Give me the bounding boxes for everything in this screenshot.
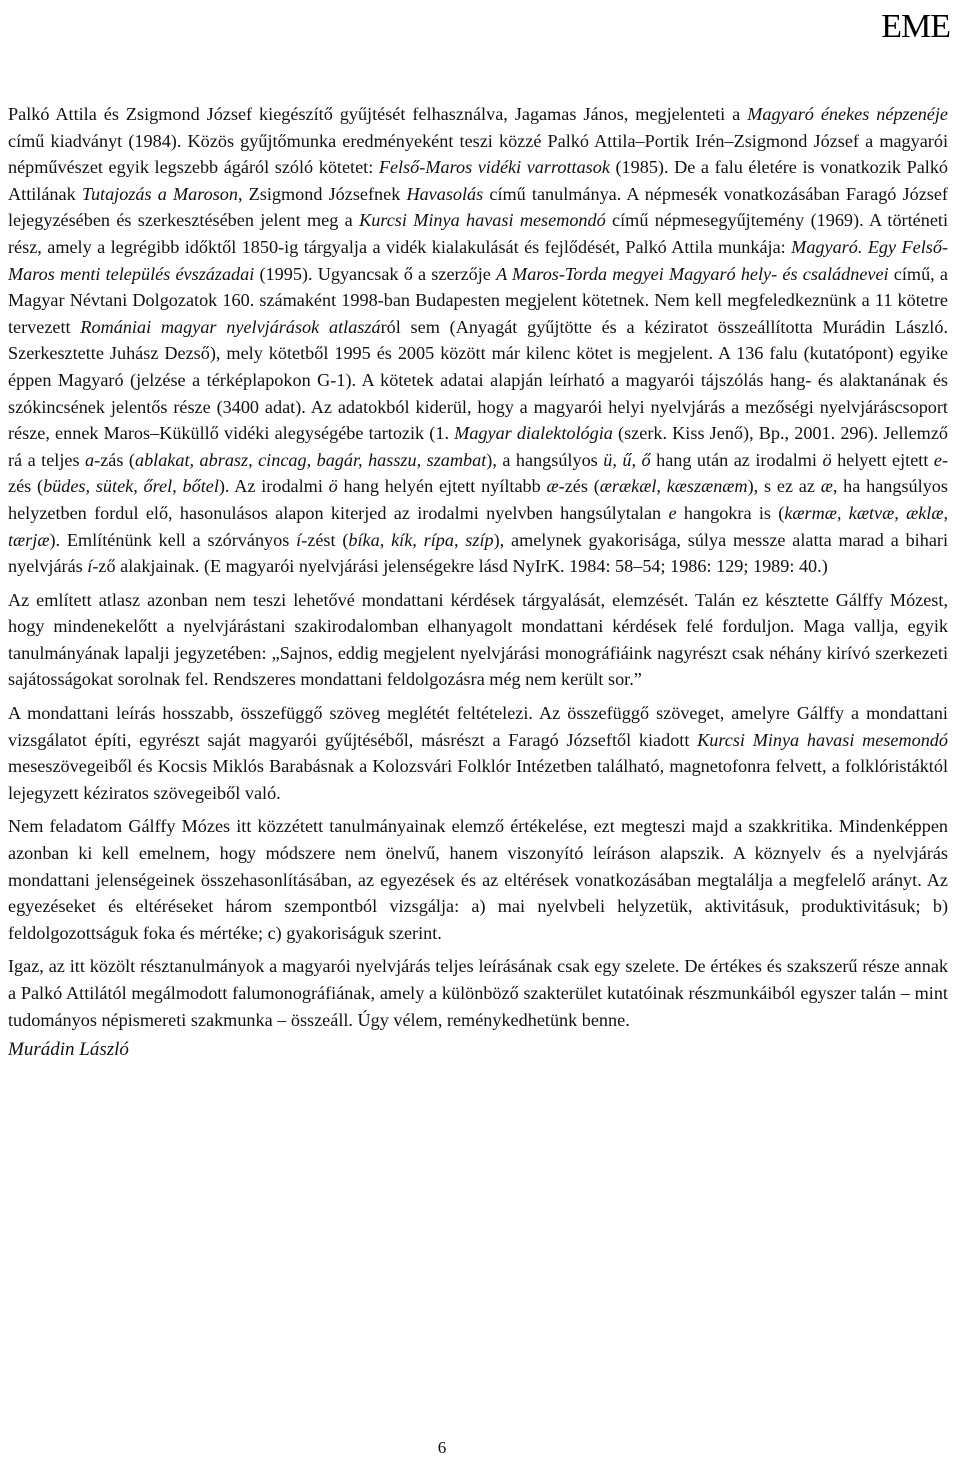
italic-run: e: [933, 449, 942, 470]
italic-run: æ: [546, 476, 559, 497]
text-run: hang után az irodalmi: [650, 449, 823, 470]
text-run: -zés (: [8, 449, 949, 497]
italic-run: Magyar dialektológia: [454, 423, 613, 444]
publisher-logo: EME: [881, 8, 950, 45]
italic-run: büdes, sütek, őrel, bőtel: [43, 476, 219, 497]
text-run: helyett ejtett: [831, 449, 934, 470]
text-run: Nem feladatom Gálffy Mózes itt közzétett tanulmányainak elemző értékelése, ezt megteszi majd a szakkritika. Mindenképpen azonban ki kell emelnem, hogy módszere nem önelvű, hanem viszonyító leíráson alapszik. A köznyelv és a nyelvjárás mondattani jelenségeinek összehasonlításában, az egyezések és az eltérések vonatkozásában megtalálja a megfelelő arányt. Az egyezéseket és eltéréseket három szempontból vizsgálja: a) mai nyelvbeli helyzetük, aktivitásuk, produktivitásuk; b) feldolgozottságuk foka és mértéke; c) gyakoriságuk szerint.: [8, 816, 948, 943]
italic-run: Magyaró énekes népzenéje: [747, 104, 948, 124]
italic-run: Magyaró. Egy Felső-Maros menti település évszázadai: [8, 236, 948, 284]
text-run: hang helyén ejtett nyíltabb: [337, 476, 547, 497]
text-run: Igaz, az itt közölt résztanulmányok a magyarói nyelvjárás teljes leírásának csak egy szelete. De értékes és szakszerű része annak a Palkó Attilától megálmodott falumonográfiának, amely a különböző szakterület kutatóinak részmunkáiból egyszer talán – mint tudományos népismereti szakmunka – összeáll. Úgy vélem, reménykedhetünk benne.: [8, 956, 948, 1030]
paragraph-3: [8, 700, 948, 806]
text-run: ), amelynek gyakorisága, súlya messze alatta marad a bihari nyelvjárás: [8, 529, 949, 577]
paragraph-4: [8, 813, 948, 946]
text-run: Palkó Attila és Zsigmond József kiegészítő gyűjtését felhasználva, Jagamas János, megjelenteti a: [8, 104, 748, 124]
italic-run: Romániai magyar nyelvjárások atlaszá: [80, 316, 381, 337]
text-run: (1995). Ugyancsak ő a szerzője: [254, 263, 497, 284]
text-run: hangokra is (: [676, 502, 785, 523]
italic-run: a: [85, 449, 95, 470]
text-run: című tanulmánya. A népmesék vonatkozásában Faragó József lejegyzésében és szerkesztésében jelent meg a: [8, 183, 948, 231]
text-run: -zést (: [301, 529, 349, 550]
text-run: ). Említénünk kell a szórványos: [49, 529, 297, 550]
italic-run: Kurcsi Minya havasi mesemondó: [359, 210, 606, 231]
italic-run: ærækæl, kæszænæm: [599, 476, 748, 497]
italic-run: í: [87, 556, 93, 577]
italic-run: ablakat, abrasz, cincag, bagár, hasszu, szambat: [134, 449, 487, 470]
text-run: című népmesegyűjtemény (1969). A történeti rész, amely a legrégibb időktől 1850-ig tárgyalja a vidék kialakulását és fejlődését, Palkó Attila munkája:: [8, 210, 949, 257]
italic-run: A Maros-Torda megyei Magyaró hely- és családnevei: [496, 263, 889, 284]
author-signature: Murádin László: [8, 1039, 129, 1061]
text-run: (szerk. Kiss Jenő), Bp., 2001. 296). Jellemző rá a teljes: [8, 423, 948, 470]
italic-run: e: [668, 502, 677, 523]
text-run: (1985). De a falu életére is vonatkozik Palkó Attilának: [8, 157, 949, 204]
italic-run: æ: [820, 476, 833, 497]
text-run: ), s ez az: [747, 476, 821, 497]
italic-run: kærmæ, kætvæ, æklæ, tærjæ: [8, 502, 948, 550]
italic-run: í: [296, 529, 302, 550]
italic-run: Havasolás: [406, 183, 484, 204]
text-run: meseszövegeiből és Kocsis Miklós Barabásnak a Kolozsvári Folklór Intézetben található, magnetofonra felvett, a folklóristáktól lejegyzett kéziratos szövegeiből való.: [8, 756, 948, 803]
paragraph-5: [8, 953, 948, 1033]
text-run: -zés (: [558, 476, 600, 497]
text-run: , Zsigmond Józsefnek: [237, 183, 407, 204]
paragraph-2: [8, 587, 948, 693]
text-run: ról sem (Anyagát gyűjtötte és a kéziratot összeállította Murádin László. Szerkesztette Juhász Dezső), mely kötetből 1995 és 2005 között már kilenc kötet is megjelent. A 136 falu (kutatópont) egyike éppen Magyaró (jelzése a térképlapokon G-1). A kötetek adatai alapján leírható a magyarói tájszólás hang- és alaktanának és szókincsének jelentős része (3400 adat). Az adatokból kiderül, hogy a magyarói helyi nyelvjárás a mezőségi nyelvjáráscsoport része, ennek Maros–Küküllő vidéki alegységébe tartozik (1.: [8, 316, 948, 444]
text-run: ). Az irodalmi: [218, 476, 329, 497]
text-run: -ző alakjainak. (E magyarói nyelvjárási jelenségekre lásd NyIrK. 1984: 58–54; 1986: 129; 1989: 40.): [92, 556, 828, 577]
text-run: ), a hangsúlyos: [486, 449, 604, 470]
article-body: [8, 101, 948, 1063]
text-run: , ha hangsúlyos helyzetben fordul elő, hasonulásos alapon kiterjed az irodalmi nyelvben hangsúlytalan: [8, 476, 948, 523]
text-run: A mondattani leírás hosszabb, összefüggő szöveg meglétét feltételezi. Az összefüggő szöveget, amelyre Gálffy a mondattani vizsgálatot építi, egyrészt saját magyarói gyűjtéséből, másrészt a Faragó Józseftől kiadott: [8, 703, 948, 750]
italic-run: ö: [822, 449, 832, 470]
italic-run: ü, ű, ő: [603, 449, 651, 470]
page-number: 6: [437, 1438, 447, 1457]
italic-run: Kurcsi Minya havasi mesemondó: [697, 729, 948, 750]
paragraph-1: [8, 101, 948, 580]
italic-run: Tutajozás a Maroson: [81, 183, 238, 204]
text-run: című kiadványt (1984). Közös gyűjtőmunka eredményeként teszi közzé Palkó Attila–Portik Irén–Zsigmond József a magyarói népművészet egyik legszebb ágáról szóló kötetet:: [8, 130, 948, 178]
italic-run: ö: [328, 476, 338, 497]
text-run: című, a Magyar Névtani Dolgozatok 160. számaként 1998-ban Budapesten megjelent kötetnek. Nem kell megfeledkeznünk a 11 kötetre tervezett: [8, 263, 948, 337]
italic-run: bíka, kík, rípa, szíp: [348, 529, 494, 550]
text-run: -zás (: [94, 449, 135, 470]
italic-run: Felső-Maros vidéki varrottasok: [378, 157, 610, 178]
text-run: Az említett atlasz azonban nem teszi lehetővé mondattani kérdések tárgyalását, elemzését. Talán ez késztette Gálffy Mózest, hogy mindenekelőtt a nyelvjárástani szakirodalomban elhanyagolt mondattani kérdések felé forduljon. Maga vallja, egyik tanulmányának lapalji jegyzetében: „Sajnos, eddig megjelent nyelvjárási monográfiáink nagyrészt csak néhány kirívó szerkezeti sajátosságokat sorolnak fel. Rendszeres mondattani feldolgozásra még nem került sor.”: [8, 589, 948, 690]
